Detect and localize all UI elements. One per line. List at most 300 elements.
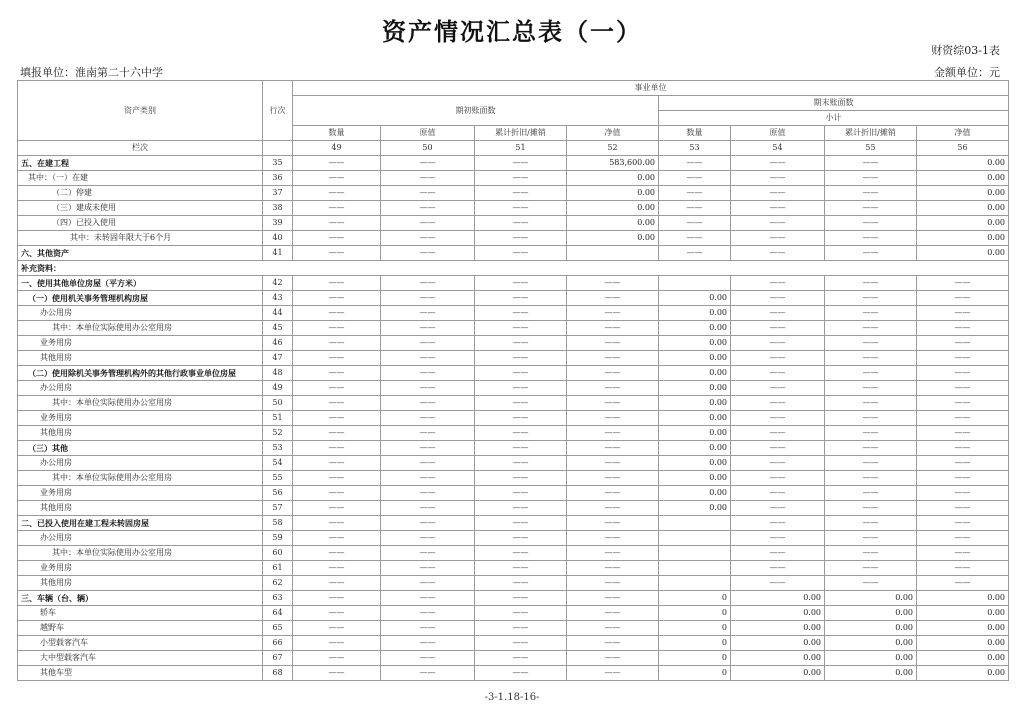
cell-value: —— (381, 471, 475, 486)
cell-value: —— (825, 276, 917, 291)
cell-value: 583,600.00 (567, 156, 659, 171)
row-line-no: 37 (263, 186, 293, 201)
cell-value: 0.00 (731, 591, 825, 606)
row-line-no: 38 (263, 201, 293, 216)
cell-value: —— (293, 486, 381, 501)
col-number: 53 (659, 141, 731, 156)
cell-value: —— (731, 561, 825, 576)
cell-value: —— (567, 276, 659, 291)
cell-value: —— (381, 426, 475, 441)
cell-value: —— (731, 351, 825, 366)
col-header: 数量 (659, 126, 731, 141)
cell-value: —— (381, 231, 475, 246)
cell-value: —— (731, 516, 825, 531)
row-line-no: 64 (263, 606, 293, 621)
table-row (18, 276, 1009, 291)
cell-value: —— (293, 546, 381, 561)
cell-value: 0.00 (731, 636, 825, 651)
cell-value: —— (731, 291, 825, 306)
cell-value: —— (825, 201, 917, 216)
cell-value: —— (731, 306, 825, 321)
cell-value: —— (475, 546, 567, 561)
cell-value: —— (825, 501, 917, 516)
cell-value: —— (917, 336, 1009, 351)
row-label: （一）使用机关事务管理机构房屋 (18, 291, 263, 306)
cell-value: —— (659, 231, 731, 246)
row-label: 补充资料： (18, 261, 1009, 276)
cell-value: —— (381, 246, 475, 261)
table-row (18, 306, 1009, 321)
cell-value: —— (825, 366, 917, 381)
col-number: 50 (381, 141, 475, 156)
cell-value: —— (917, 306, 1009, 321)
cell-value: 0.00 (659, 501, 731, 516)
row-line-no: 43 (263, 291, 293, 306)
row-label: 业务用房 (18, 336, 263, 351)
cell-value: —— (381, 546, 475, 561)
cell-value: —— (731, 471, 825, 486)
table-row (18, 156, 1009, 171)
row-line-no: 56 (263, 486, 293, 501)
row-line-no: 45 (263, 321, 293, 336)
cell-value: —— (567, 351, 659, 366)
cell-value: —— (475, 201, 567, 216)
row-label: 业务用房 (18, 561, 263, 576)
cell-value: 0.00 (659, 411, 731, 426)
cell-value: —— (567, 321, 659, 336)
cell-value: —— (659, 186, 731, 201)
cell-value: 0.00 (917, 606, 1009, 621)
cell-value: —— (293, 336, 381, 351)
cell-value: —— (381, 291, 475, 306)
cell-value: —— (731, 441, 825, 456)
cell-value: —— (293, 171, 381, 186)
cell-value: —— (917, 426, 1009, 441)
table-row (18, 621, 1009, 636)
row-line-no: 41 (263, 246, 293, 261)
row-line-no: 44 (263, 306, 293, 321)
row-line-no: 58 (263, 516, 293, 531)
row-label: （二）使用除机关事务管理机构外的其他行政事业单位房屋 (18, 366, 263, 381)
row-label: 其他用房 (18, 426, 263, 441)
cell-value: —— (475, 381, 567, 396)
row-label: 其中：本单位实际使用办公室用房 (18, 471, 263, 486)
cell-value: 0 (659, 666, 731, 681)
cell-value: 0.00 (917, 591, 1009, 606)
cell-value: 0.00 (659, 291, 731, 306)
col-number: 51 (475, 141, 567, 156)
cell-value: —— (475, 231, 567, 246)
row-line-no: 63 (263, 591, 293, 606)
header-closing: 期末账面数 (659, 96, 1009, 111)
cell-value: —— (567, 576, 659, 591)
cell-value: 0.00 (917, 186, 1009, 201)
cell-value: —— (293, 651, 381, 666)
cell-value: —— (659, 216, 731, 231)
cell-value: —— (825, 516, 917, 531)
cell-value: 0.00 (659, 486, 731, 501)
row-label: 其中：本单位实际使用办公室用房 (18, 396, 263, 411)
cell-value: —— (381, 351, 475, 366)
cell-value: —— (567, 516, 659, 531)
cell-value: —— (567, 336, 659, 351)
header-row-1 (18, 81, 1009, 96)
cell-value: 0.00 (567, 186, 659, 201)
header-institution: 事业单位 (293, 81, 1009, 96)
table-row (18, 246, 1009, 261)
col-number: 56 (917, 141, 1009, 156)
row-label: 其中：（一）在建 (18, 171, 263, 186)
cell-value: —— (731, 576, 825, 591)
row-line-no: 60 (263, 546, 293, 561)
cell-value: 0.00 (917, 621, 1009, 636)
cell-value: —— (381, 156, 475, 171)
cell-value: 0 (659, 591, 731, 606)
table-row (18, 606, 1009, 621)
row-line-no: 50 (263, 396, 293, 411)
cell-value: —— (293, 156, 381, 171)
table-row (18, 216, 1009, 231)
cell-value: —— (731, 411, 825, 426)
cell-value: —— (917, 381, 1009, 396)
col-number-label: 栏次 (18, 141, 263, 156)
row-label: 其中：本单位实际使用办公室用房 (18, 321, 263, 336)
cell-value: —— (917, 366, 1009, 381)
cell-value: —— (381, 306, 475, 321)
row-line-no: 68 (263, 666, 293, 681)
cell-value: —— (659, 201, 731, 216)
cell-value: —— (917, 276, 1009, 291)
cell-value: —— (731, 546, 825, 561)
cell-value: —— (567, 426, 659, 441)
cell-value: —— (917, 396, 1009, 411)
cell-value: —— (293, 201, 381, 216)
row-label: 业务用房 (18, 411, 263, 426)
cell-value: —— (293, 471, 381, 486)
cell-value: —— (293, 396, 381, 411)
cell-value: 0.00 (825, 651, 917, 666)
row-line-no: 57 (263, 501, 293, 516)
cell-value: —— (917, 471, 1009, 486)
cell-value: 0.00 (731, 621, 825, 636)
cell-value: —— (567, 306, 659, 321)
cell-value: —— (731, 486, 825, 501)
cell-value: —— (567, 291, 659, 306)
col-header: 净值 (567, 126, 659, 141)
cell-value: —— (825, 426, 917, 441)
cell-value: 0.00 (567, 171, 659, 186)
table-row (18, 666, 1009, 681)
cell-value: —— (475, 486, 567, 501)
cell-value: —— (731, 366, 825, 381)
col-number: 55 (825, 141, 917, 156)
cell-value: —— (825, 576, 917, 591)
cell-value: —— (567, 651, 659, 666)
row-label: 六、其他资产 (18, 246, 263, 261)
cell-value: —— (475, 576, 567, 591)
cell-value: 0.00 (659, 366, 731, 381)
cell-value: —— (475, 501, 567, 516)
table-row (18, 651, 1009, 666)
cell-value: —— (475, 291, 567, 306)
cell-value: —— (825, 411, 917, 426)
header-line-no: 行次 (263, 81, 293, 141)
cell-value: —— (567, 546, 659, 561)
cell-value: —— (293, 636, 381, 651)
cell-value: —— (475, 156, 567, 171)
cell-value: —— (731, 426, 825, 441)
cell-value: —— (825, 291, 917, 306)
row-label: （二）停建 (18, 186, 263, 201)
table-row (18, 456, 1009, 471)
cell-value: —— (917, 486, 1009, 501)
table-row (18, 336, 1009, 351)
cell-value: —— (917, 516, 1009, 531)
row-line-no: 52 (263, 426, 293, 441)
cell-value: —— (293, 351, 381, 366)
cell-value: —— (475, 216, 567, 231)
cell-value: —— (475, 366, 567, 381)
cell-value: —— (567, 441, 659, 456)
row-line-no: 42 (263, 276, 293, 291)
cell-value: —— (825, 156, 917, 171)
table-row (18, 471, 1009, 486)
col-number: 54 (731, 141, 825, 156)
table-row (18, 411, 1009, 426)
row-line-no: 36 (263, 171, 293, 186)
col-header: 净值 (917, 126, 1009, 141)
cell-value: 0 (659, 606, 731, 621)
row-line-no: 35 (263, 156, 293, 171)
cell-value: —— (567, 396, 659, 411)
row-line-no: 65 (263, 621, 293, 636)
cell-value: —— (381, 531, 475, 546)
cell-value: —— (731, 231, 825, 246)
cell-value: 0.00 (917, 636, 1009, 651)
cell-value: —— (731, 531, 825, 546)
cell-value: 0.00 (731, 666, 825, 681)
row-label: 其他用房 (18, 501, 263, 516)
cell-value: —— (825, 171, 917, 186)
cell-value: 0.00 (917, 231, 1009, 246)
cell-value: —— (293, 321, 381, 336)
cell-value: —— (293, 306, 381, 321)
cell-value: —— (825, 351, 917, 366)
cell-value: —— (917, 321, 1009, 336)
cell-value: —— (731, 246, 825, 261)
cell-value: 0.00 (917, 171, 1009, 186)
cell-value: —— (475, 606, 567, 621)
cell-value: —— (917, 561, 1009, 576)
cell-value: 0.00 (917, 216, 1009, 231)
cell-value: —— (381, 336, 475, 351)
row-label: 其中：未转固年限大于6个月 (18, 231, 263, 246)
cell-value: —— (567, 411, 659, 426)
table-row (18, 366, 1009, 381)
row-label: 办公用房 (18, 381, 263, 396)
cell-value: —— (381, 201, 475, 216)
cell-value: —— (917, 441, 1009, 456)
cell-value: —— (381, 576, 475, 591)
cell-value: —— (293, 186, 381, 201)
cell-value: 0.00 (825, 591, 917, 606)
table-row (18, 561, 1009, 576)
cell-value: —— (825, 231, 917, 246)
cell-value (659, 276, 731, 291)
row-label: 办公用房 (18, 306, 263, 321)
cell-value: —— (475, 441, 567, 456)
cell-value: —— (475, 351, 567, 366)
table-row (18, 396, 1009, 411)
cell-value: 0 (659, 651, 731, 666)
cell-value: —— (731, 156, 825, 171)
cell-value: —— (917, 411, 1009, 426)
cell-value: 0 (659, 621, 731, 636)
cell-value: —— (567, 666, 659, 681)
cell-value: —— (825, 336, 917, 351)
table-row (18, 576, 1009, 591)
asset-summary-table (17, 80, 1009, 681)
cell-value: 0.00 (825, 636, 917, 651)
table-row (18, 636, 1009, 651)
col-header: 数量 (293, 126, 381, 141)
cell-value: 0.00 (659, 456, 731, 471)
cell-value: 0.00 (825, 606, 917, 621)
cell-value: —— (381, 651, 475, 666)
row-label: 办公用房 (18, 456, 263, 471)
table-row (18, 516, 1009, 531)
row-line-no: 66 (263, 636, 293, 651)
report-title: 资产情况汇总表（一） (382, 17, 642, 46)
cell-value: —— (293, 426, 381, 441)
cell-value: —— (475, 621, 567, 636)
cell-value: —— (293, 441, 381, 456)
cell-value: —— (475, 666, 567, 681)
row-label: （三）建成未使用 (18, 201, 263, 216)
cell-value: —— (659, 171, 731, 186)
cell-value: —— (293, 246, 381, 261)
cell-value: —— (381, 171, 475, 186)
cell-value: —— (567, 561, 659, 576)
row-label: 其他车型 (18, 666, 263, 681)
cell-value: —— (825, 396, 917, 411)
row-label: 其中：本单位实际使用办公室用房 (18, 546, 263, 561)
col-number: 52 (567, 141, 659, 156)
cell-value: —— (567, 501, 659, 516)
form-code: 财资综03-1表 (931, 44, 1000, 57)
cell-value: —— (293, 561, 381, 576)
row-line-no: 67 (263, 651, 293, 666)
cell-value: —— (293, 381, 381, 396)
cell-value: —— (917, 546, 1009, 561)
row-label: 五、在建工程 (18, 156, 263, 171)
cell-value: —— (825, 321, 917, 336)
cell-value: 0.00 (825, 621, 917, 636)
cell-value: —— (567, 456, 659, 471)
table-row (18, 426, 1009, 441)
cell-value: 0.00 (659, 441, 731, 456)
cell-value: —— (381, 366, 475, 381)
cell-value: 0.00 (567, 216, 659, 231)
cell-value: —— (475, 276, 567, 291)
cell-value: —— (381, 666, 475, 681)
col-number: 49 (293, 141, 381, 156)
cell-value: —— (659, 156, 731, 171)
cell-value: 0.00 (659, 471, 731, 486)
cell-value: 0.00 (659, 306, 731, 321)
col-header: 原值 (381, 126, 475, 141)
cell-value: —— (475, 426, 567, 441)
cell-value: —— (731, 321, 825, 336)
cell-value: —— (381, 591, 475, 606)
row-line-no: 62 (263, 576, 293, 591)
table-row (18, 186, 1009, 201)
row-line-no: 40 (263, 231, 293, 246)
cell-value: —— (293, 231, 381, 246)
header-opening: 期初账面数 (293, 96, 659, 126)
cell-value: —— (293, 516, 381, 531)
cell-value: —— (381, 396, 475, 411)
row-label: 二、已投入使用在建工程未转固房屋 (18, 516, 263, 531)
cell-value: —— (381, 381, 475, 396)
cell-value: —— (731, 171, 825, 186)
cell-value: —— (825, 486, 917, 501)
cell-value: 0.00 (659, 321, 731, 336)
cell-value: —— (731, 381, 825, 396)
cell-value: —— (659, 246, 731, 261)
cell-value: —— (917, 351, 1009, 366)
cell-value: —— (475, 561, 567, 576)
cell-value: —— (475, 396, 567, 411)
cell-value: —— (825, 531, 917, 546)
cell-value: —— (567, 591, 659, 606)
row-line-no: 46 (263, 336, 293, 351)
cell-value: —— (293, 366, 381, 381)
row-label: 其他用房 (18, 351, 263, 366)
cell-value: —— (475, 471, 567, 486)
cell-value: —— (293, 276, 381, 291)
cell-value: 0.00 (917, 246, 1009, 261)
cell-value: 0.00 (917, 201, 1009, 216)
cell-value: —— (825, 561, 917, 576)
cell-value: —— (293, 501, 381, 516)
row-line-no: 39 (263, 216, 293, 231)
cell-value: —— (731, 396, 825, 411)
table-row (18, 486, 1009, 501)
table-row (18, 501, 1009, 516)
cell-value: 0.00 (917, 156, 1009, 171)
row-line-no: 59 (263, 531, 293, 546)
row-label: 一、使用其他单位房屋（平方米） (18, 276, 263, 291)
cell-value (659, 531, 731, 546)
cell-value: —— (567, 471, 659, 486)
cell-value: —— (381, 501, 475, 516)
cell-value (567, 246, 659, 261)
cell-value: —— (475, 186, 567, 201)
cell-value: —— (825, 216, 917, 231)
table-row (18, 231, 1009, 246)
cell-value: —— (825, 441, 917, 456)
cell-value: —— (475, 306, 567, 321)
cell-value: —— (567, 531, 659, 546)
cell-value: —— (825, 471, 917, 486)
cell-value: —— (731, 186, 825, 201)
table-row (18, 201, 1009, 216)
cell-value: —— (475, 246, 567, 261)
cell-value: —— (917, 501, 1009, 516)
cell-value: —— (731, 336, 825, 351)
table-row (18, 381, 1009, 396)
